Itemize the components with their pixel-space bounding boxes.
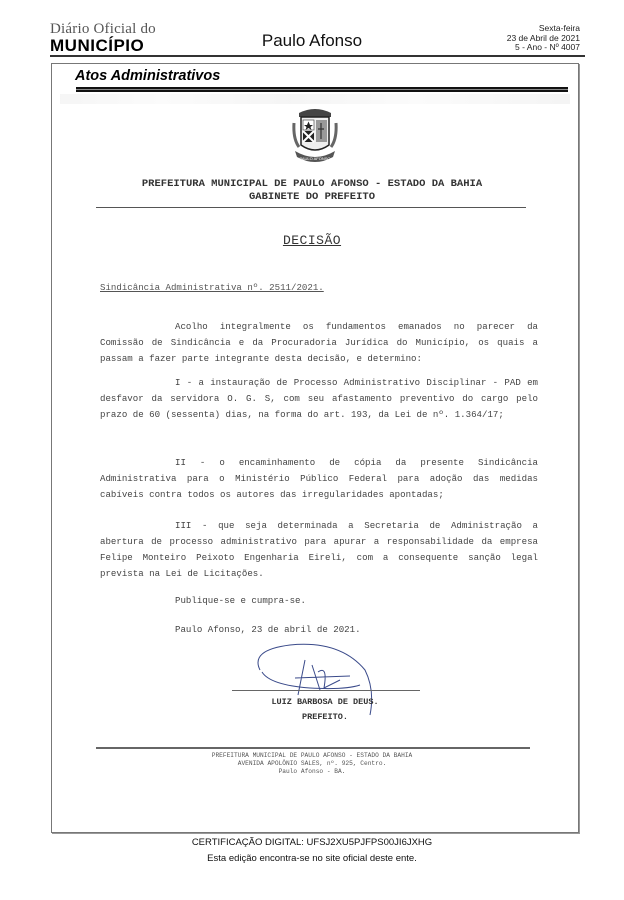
edition-note: Esta edição encontra-se no site oficial deste ente. — [207, 853, 417, 864]
issue-date: 23 de Abril de 2021 — [506, 32, 580, 43]
footer-divider — [96, 747, 530, 749]
footer-line-2: AVENIDA APOLÔNIO SALES, nº. 925, Centro. — [237, 760, 387, 767]
signer-name: LUIZ BARBOSA DE DEUS. — [271, 697, 379, 707]
crest-text: PAULO AFONSO — [299, 156, 331, 161]
issue-weekday: Sexta-feira — [538, 23, 580, 33]
footer-line-1: PREFEITURA MUNICIPAL DE PAULO AFONSO - ESTADO DA BAHIA — [211, 752, 413, 759]
paragraph-item-2: II - o encaminhamento de cópia da presente Sindicância Administrativa para o Ministério Público Federal para adoção das medidas cabíveis contra todos os autores das irregularidades apontadas; — [100, 457, 538, 500]
paragraph-item-1: I - a instauração de Processo Administrativo Disciplinar - PAD em desfavor da servidora O. G. S, com seu afastamento preventivo do cargo pelo prazo de 60 (sessenta) dias, na forma do art. 193, da Lei de nº. 1.364/17; — [100, 377, 538, 420]
paragraph-publish: Publique-se e cumpra-se. — [175, 595, 306, 606]
handwritten-signature-icon — [250, 640, 380, 720]
header-divider — [96, 207, 526, 208]
masthead-divider — [50, 55, 585, 57]
section-divider — [76, 87, 568, 92]
paragraph-intro: Acolho integralmente os fundamentos emanados no parecer da Comissão de Sindicância e da Procuradoria Jurídica do Município, os quais a passam a fazer parte integrante desta decisão, e determino: — [100, 321, 538, 364]
document-header-line-2: GABINETE DO PREFEITO — [248, 191, 376, 203]
municipal-crest-icon — [289, 103, 341, 169]
issue-edition: 5 - Ano - Nº 4007 — [514, 42, 580, 52]
signer-role: PREFEITO. — [302, 712, 348, 722]
city-name: Paulo Afonso — [261, 31, 363, 50]
logo-line-1: Diário Oficial do — [50, 21, 156, 37]
section-title: Atos Administrativos — [75, 68, 221, 84]
issue-info — [507, 24, 580, 53]
document-title: DECISÃO — [282, 233, 342, 248]
digital-certification: CERTIFICAÇÃO DIGITAL: UFSJ2XU5PJFPS00JI6JXHG — [191, 837, 433, 848]
paragraph-place-date: Paulo Afonso, 23 de abril de 2021. — [175, 624, 361, 635]
reference-number: Sindicância Administrativa nº. 2511/2021. — [100, 282, 324, 293]
paragraph-item-3: III - que seja determinada a Secretaria de Administração a abertura de processo administrativo para apurar a responsabilidade da empresa Felipe Monteiro Peixoto Engenharia Eireli, com a consequente sanção legal prevista na Lei de Licitações. — [100, 520, 538, 579]
logo-line-2: MUNICÍPIO — [50, 36, 145, 55]
document-footer — [0, 752, 624, 776]
document-header-line-1: PREFEITURA MUNICIPAL DE PAULO AFONSO - ESTADO DA BAHIA — [141, 178, 483, 190]
signature-line — [232, 690, 420, 691]
footer-line-3: Paulo Afonso - BA. — [278, 768, 346, 775]
